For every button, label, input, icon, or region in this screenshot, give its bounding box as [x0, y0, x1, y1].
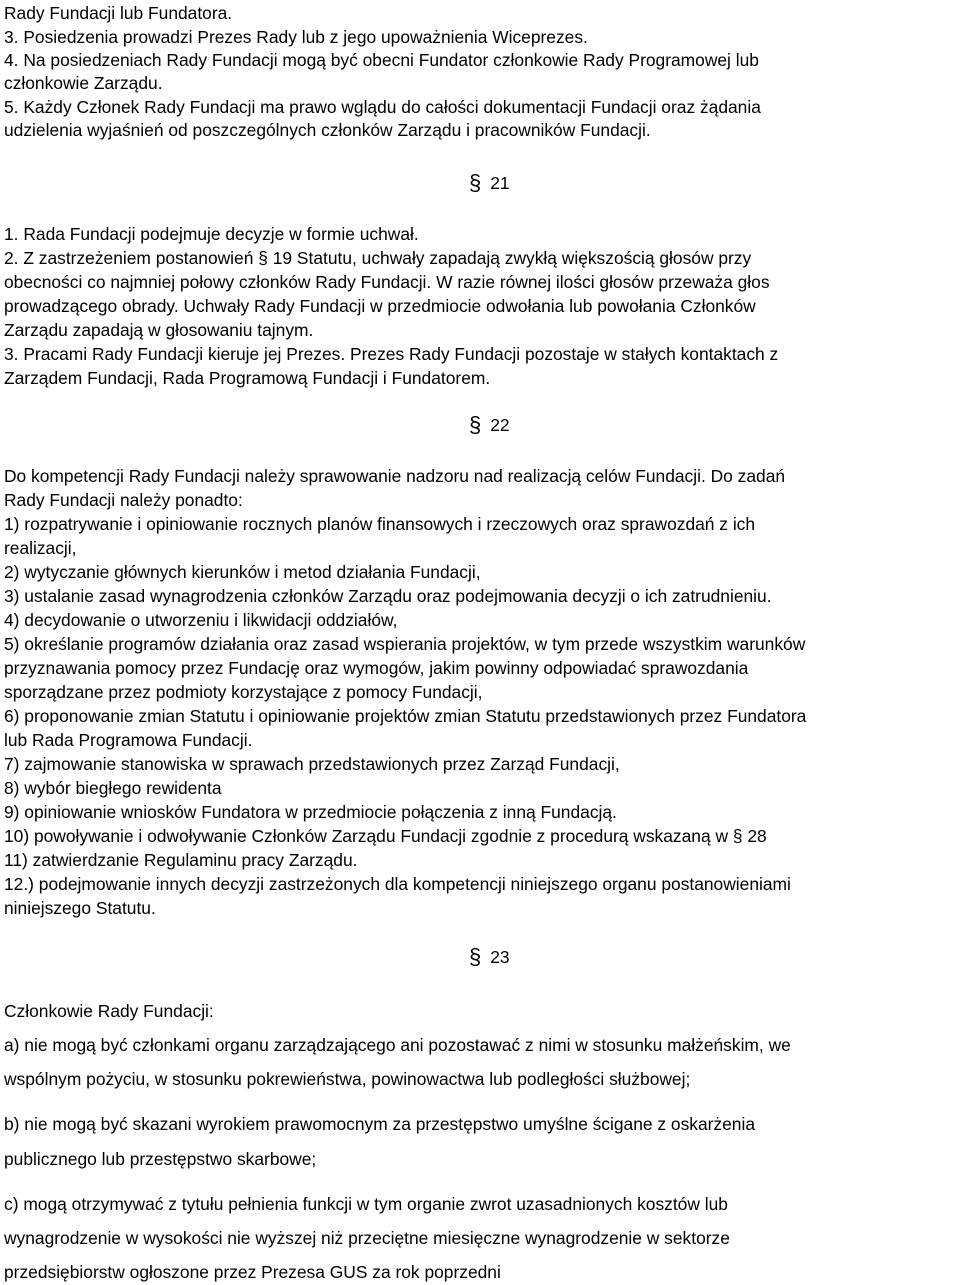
text-line: sporządzane przez podmioty korzystające z pomocy Fundacji,: [4, 682, 483, 702]
text-line: 6) proponowanie zmian Statutu i opiniowanie projektów zmian Statutu przedstawionych przez Fundatora: [4, 706, 807, 726]
text-line: 5) określanie programów działania oraz zasad wspierania projektów, w tym przede wszystkim warunków: [4, 634, 806, 654]
text-line: 4. Na posiedzeniach Rady Fundacji mogą być obecni Fundator członkowie Rady Programowej lub: [4, 50, 759, 70]
text-line: a) nie mogą być członkami organu zarządzającego ani pozostawać z nimi w stosunku małżeńskim, we: [4, 1035, 791, 1055]
text-line: Rady Fundacji lub Fundatora.: [4, 3, 233, 23]
text-line: 9) opiniowanie wniosków Fundatora w przedmiocie połączenia z inną Fundacją.: [4, 802, 617, 822]
section-symbol: §: [469, 944, 482, 969]
text-line: Do kompetencji Rady Fundacji należy sprawowanie nadzoru nad realizacją celów Fundacji. Do zadań: [4, 466, 786, 486]
section-symbol: §: [469, 170, 482, 195]
text-line: prowadzącego obrady. Uchwały Rady Fundacji w przedmiocie odwołania lub powołania Członków: [4, 296, 756, 316]
text-line: 1. Rada Fundacji podejmuje decyzje w formie uchwał.: [4, 224, 419, 244]
text-line: niniejszego Statutu.: [4, 898, 156, 918]
text-line: 11) zatwierdzanie Regulaminu pracy Zarządu.: [4, 850, 358, 870]
text-line: realizacji,: [4, 538, 77, 558]
text-line: c) mogą otrzymywać z tytułu pełnienia funkcji w tym organie zwrot uzasadnionych kosztów lub: [4, 1194, 728, 1214]
section-heading-22: [469, 414, 510, 436]
text-line: 8) wybór biegłego rewidenta: [4, 778, 222, 798]
text-line: Zarządu zapadają w głosowaniu tajnym.: [4, 320, 314, 340]
section-heading-21: [469, 172, 510, 194]
text-line: udzielenia wyjaśnień od poszczególnych członków Zarządu i pracowników Fundacji.: [4, 120, 651, 140]
text-line: 3) ustalanie zasad wynagrodzenia członków Zarządu oraz podejmowania decyzji o ich zatrudnieniu.: [4, 586, 772, 606]
text-line: 4) decydowanie o utworzeniu i likwidacji oddziałów,: [4, 610, 398, 630]
text-line: 2. Z zastrzeżeniem postanowień § 19 Statutu, uchwały zapadają zwykłą większością głosów przy: [4, 248, 752, 268]
text-line: członkowie Zarządu.: [4, 73, 163, 93]
text-line: 3. Posiedzenia prowadzi Prezes Rady lub z jego upoważnienia Wiceprezes.: [4, 27, 588, 47]
section-number: 22: [490, 415, 510, 435]
text-line: 2) wytyczanie głównych kierunków i metod działania Fundacji,: [4, 562, 481, 582]
text-line: wynagrodzenie w wysokości nie wyższej niż przeciętne miesięczne wynagrodzenie w sektorze: [4, 1228, 730, 1248]
text-line: publicznego lub przestępstwo skarbowe;: [4, 1149, 317, 1169]
text-line: 1) rozpatrywanie i opiniowanie rocznych planów finansowych i rzeczowych oraz sprawozdań z ich: [4, 514, 756, 534]
text-line: 10) powoływanie i odwoływanie Członków Zarządu Fundacji zgodnie z procedurą wskazaną w § 28: [4, 826, 767, 846]
section-heading-23: [469, 946, 510, 968]
section-number: 21: [490, 173, 510, 193]
text-line: lub Rada Programowa Fundacji.: [4, 730, 253, 750]
text-line: Zarządem Fundacji, Rada Programową Fundacji i Fundatorem.: [4, 368, 491, 388]
text-line: 5. Każdy Członek Rady Fundacji ma prawo wglądu do całości dokumentacji Fundacji oraz żądania: [4, 97, 761, 117]
text-line: obecności co najmniej połowy członków Rady Fundacji. W razie równej ilości głosów przeważa głos: [4, 272, 770, 292]
text-line: Rady Fundacji należy ponadto:: [4, 490, 243, 510]
text-line: 3. Pracami Rady Fundacji kieruje jej Prezes. Prezes Rady Fundacji pozostaje w stałych kontaktach z: [4, 344, 779, 364]
text-line: przyznawania pomocy przez Fundację oraz wymogów, jakim powinny odpowiadać sprawozdania: [4, 658, 749, 678]
text-line: przedsiębiorstw ogłoszone przez Prezesa GUS za rok poprzedni: [4, 1262, 501, 1282]
text-line: 7) zajmowanie stanowiska w sprawach przedstawionych przez Zarząd Fundacji,: [4, 754, 620, 774]
text-line: 12.) podejmowanie innych decyzji zastrzeżonych dla kompetencji niniejszego organu postanowieniami: [4, 874, 791, 894]
section-symbol: §: [469, 412, 482, 437]
text-line: b) nie mogą być skazani wyrokiem prawomocnym za przestępstwo umyślne ścigane z oskarżenia: [4, 1114, 756, 1134]
section-number: 23: [490, 947, 510, 967]
text-line: Członkowie Rady Fundacji:: [4, 1001, 214, 1021]
text-line: wspólnym pożyciu, w stosunku pokrewieństwa, powinowactwa lub podległości służbowej;: [4, 1069, 691, 1089]
